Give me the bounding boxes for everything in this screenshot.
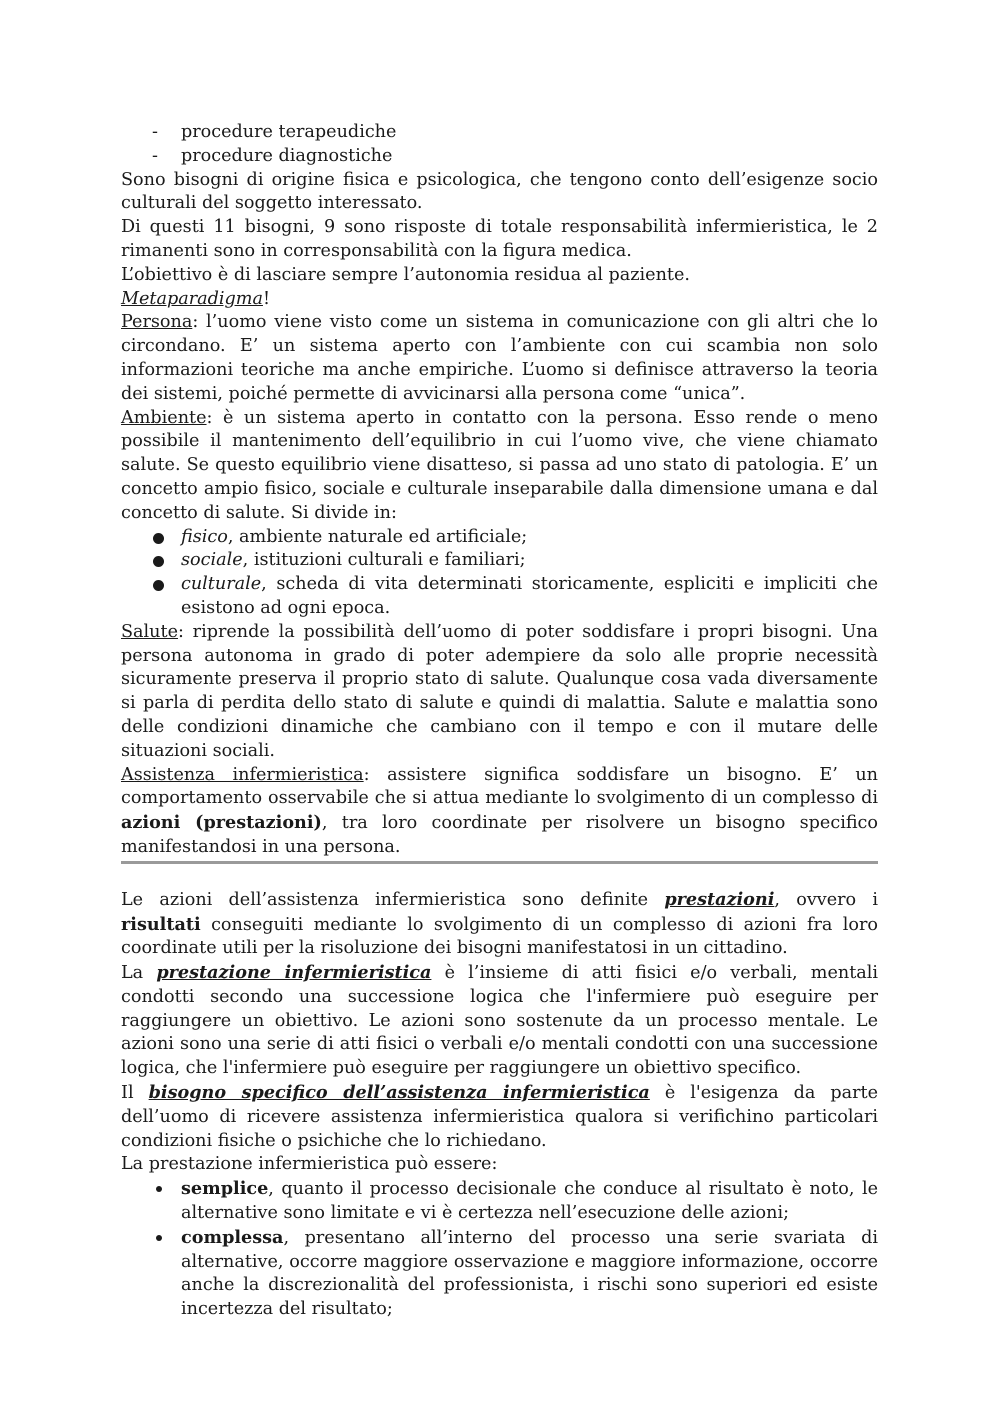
page-content [121,121,878,1322]
procedures-list [121,121,878,169]
salute-term: Salute [121,621,178,642]
paragraph-undici-bisogni: Di questi 11 bisogni, 9 sono risposte di totale responsabilità infermieristica, le 2 rimanenti sono in corresponsabilità con la figura medica. [121,217,878,261]
dash-marker: - [152,145,158,166]
bullet-icon [156,1186,162,1192]
list-item: sociale, istituzioni culturali e familiari; [121,549,878,573]
list-item: complessa, presentano all’interno del processo una serie svariata di alternative, occorre maggiore osservazione e maggiore informazione, occorre anche la discrezionalità del professionista, i rischi sono superiori ed esiste incertezza del risultato; [121,1226,878,1322]
list-item: semplice, quanto il processo decisionale che conduce al risultato è noto, le alternative sono limitate e vi è certezza nell’esecuzione delle azioni; [121,1177,878,1226]
bullet-icon [153,556,164,567]
list-item: - procedure diagnostiche [121,145,878,169]
bullet-icon [156,1235,162,1241]
persona-term: Persona [121,312,193,333]
tipi-prestazione-list [121,1177,878,1322]
paragraph-puo-essere: La prestazione infermieristica può essere: [121,1154,498,1175]
dash-marker: - [152,122,158,142]
list-item: - procedure terapeudiche [121,121,878,145]
list-item: culturale, scheda di vita determinati storicamente, espliciti e impliciti che esistono ad ogni epoca. [121,573,878,621]
paragraph-obiettivo: L’obiettivo è di lasciare sempre l’autonomia residua al paziente. [121,264,691,285]
paragraph-persona: Persona: l’uomo viene visto come un sistema in comunicazione con gli altri che lo circondano. E’ un sistema aperto con l’ambiente con cui scambia non solo informazioni teoriche ma anche empiriche. L’uomo si definisce attraverso la teoria dei sistemi, poiché permette di avvicinarsi alla persona come “unica”. [121,312,878,404]
paragraph-assistenza: Assistenza infermieristica: assistere significa soddisfare un bisogno. E’ un comportamento osservabile che si attua mediante lo svolgimento di un complesso di azioni (prestazioni), tra loro coordinate per risolvere un bisogno specifico manifestandosi in una persona. [121,764,878,857]
ambiente-term: Ambiente [121,407,207,428]
paragraph-azioni: Le azioni dell’assistenza infermieristica sono definite prestazioni, ovvero i risultati conseguiti mediante lo svolgimento di un complesso di azioni fra loro coordinate utili per la risoluzione dei bisogni manifestatosi in un cittadino. [121,888,878,959]
bullet-icon [153,533,164,544]
metaparadigma-term: Metaparadigma [121,288,263,309]
ambiente-list [121,526,878,621]
bullet-icon [153,580,164,591]
paragraph-bisogno-specifico: Il bisogno specifico dell’assistenza infermieristica è l'esigenza da parte dell’uomo di ricevere assistenza infermieristica qualora si verifichino particolari condizioni fisiche o psichiche che lo richiedano. [121,1082,879,1151]
assistenza-term: Assistenza infermieristica [121,764,364,785]
paragraph-salute: Salute: riprende la possibilità dell’uomo di poter soddisfare i propri bisogni. Una persona autonoma in grado di poter adempiere da solo alle proprie necessità sicuramente preserva il proprio stato di salute. Qualunque cosa vada diversamente si parla di perdita dello stato di salute e quindi di malattia. Salute e malattia sono delle condizioni dinamiche che cambiano con il tempo e con il mutare delle situazioni sociali. [121,621,878,761]
paragraph-ambiente: Ambiente: è un sistema aperto in contatto con la persona. Esso rende o meno possibile il mantenimento dell’equilibrio in cui l’uomo vive, che viene chiamato salute. Se questo equilibrio viene disatteso, si passa ad uno stato di patologia. E’ un concetto ampio fisico, sociale e culturale inseparabile dalla dimensione umana e dal concetto di salute. Si divide in: [121,407,878,523]
list-item: fisico, ambiente naturale ed artificiale; [121,526,878,550]
paragraph-prestazione-infermieristica: La prestazione infermieristica è l’insieme di atti fisici e/o verbali, mentali condotti secondo una successione logica che l'infermiere può eseguire per raggiungere un obiettivo. Le azioni sono sostenute da un processo mentale. Le azioni sono una serie di atti fisici o verbali e/o mentali condotti con una successione logica, che l'infermiere può eseguire per raggiungere un obiettivo specifico. [121,962,879,1079]
metaparadigma-heading: Metaparadigma! [121,288,271,309]
paragraph-bisogni-origine: Sono bisogni di origine fisica e psicologica, che tengono conto dell’esigenze socio culturali del soggetto interessato. [121,169,878,214]
